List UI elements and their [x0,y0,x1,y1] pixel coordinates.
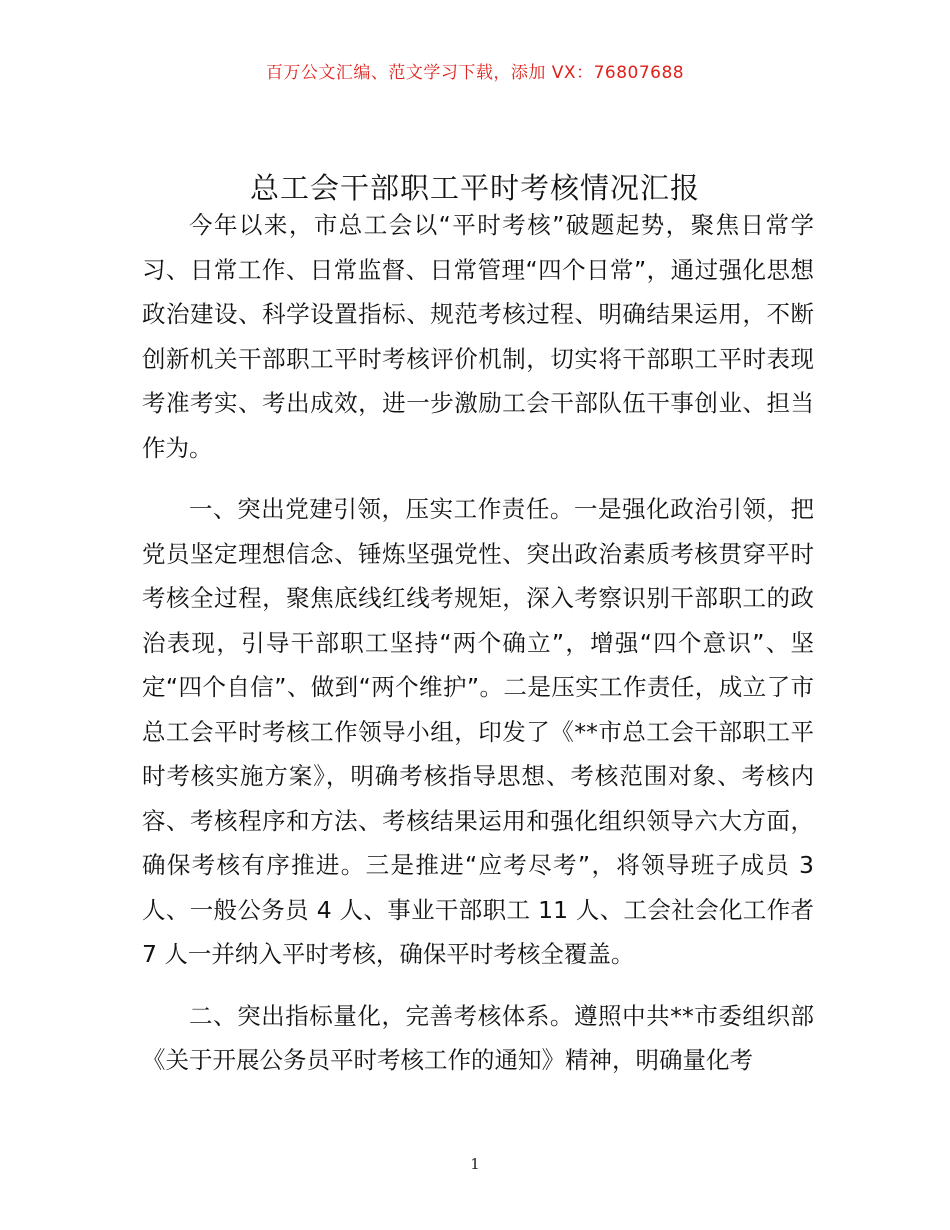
header-download-note: 百万公文汇编、范文学习下载，添加 VX：76807688 [265,63,685,83]
document-title: 总工会干部职工平时考核情况汇报 [249,171,700,205]
page-number: 1 [470,1155,480,1173]
document-body [142,203,814,1083]
paragraph-section-one: 一、突出党建引领，压实工作责任。一是强化政治引领，把党员坚定理想信念、锤炼坚强党性、突出政治素质考核贯穿平时考核全过程，聚焦底线红线考规矩，深入考察识别干部职工的政治表现，引导干部职工坚持“两个确立”，增强“四个意识”、坚定“四个自信”、做到“两个维护”。二是压实工作责任，成立了市总工会平时考核工作领导小组，印发了《**市总工会干部职工平时考核实施方案》，明确考核指导思想、考核范围对象、考核内容、考核程序和方法、考核结果运用和强化组织领导六大方面，确保考核有序推进。三是推进“应考尽考”，将领导班子成员 3 人、一般公务员 4 人、事业干部职工 11 人、工会社会化工作者 7 人一并纳入平时考核，确保平时考核全覆盖。 [142,495,814,968]
paragraph-intro: 今年以来，市总工会以“平时考核”破题起势，聚焦日常学习、日常工作、日常监督、日常管理“四个日常”，通过强化思想政治建设、科学设置指标、规范考核过程、明确结果运用，不断创新机关干部职工平时考核评价机制，切实将干部职工平时表现考准考实、考出成效，进一步激励工会干部队伍干事创业、担当作为。 [142,211,814,462]
paragraph-section-two: 二、突出指标量化，完善考核体系。遵照中共**市委组织部《关于开展公务员平时考核工作的通知》精神，明确量化考 [142,1001,814,1074]
